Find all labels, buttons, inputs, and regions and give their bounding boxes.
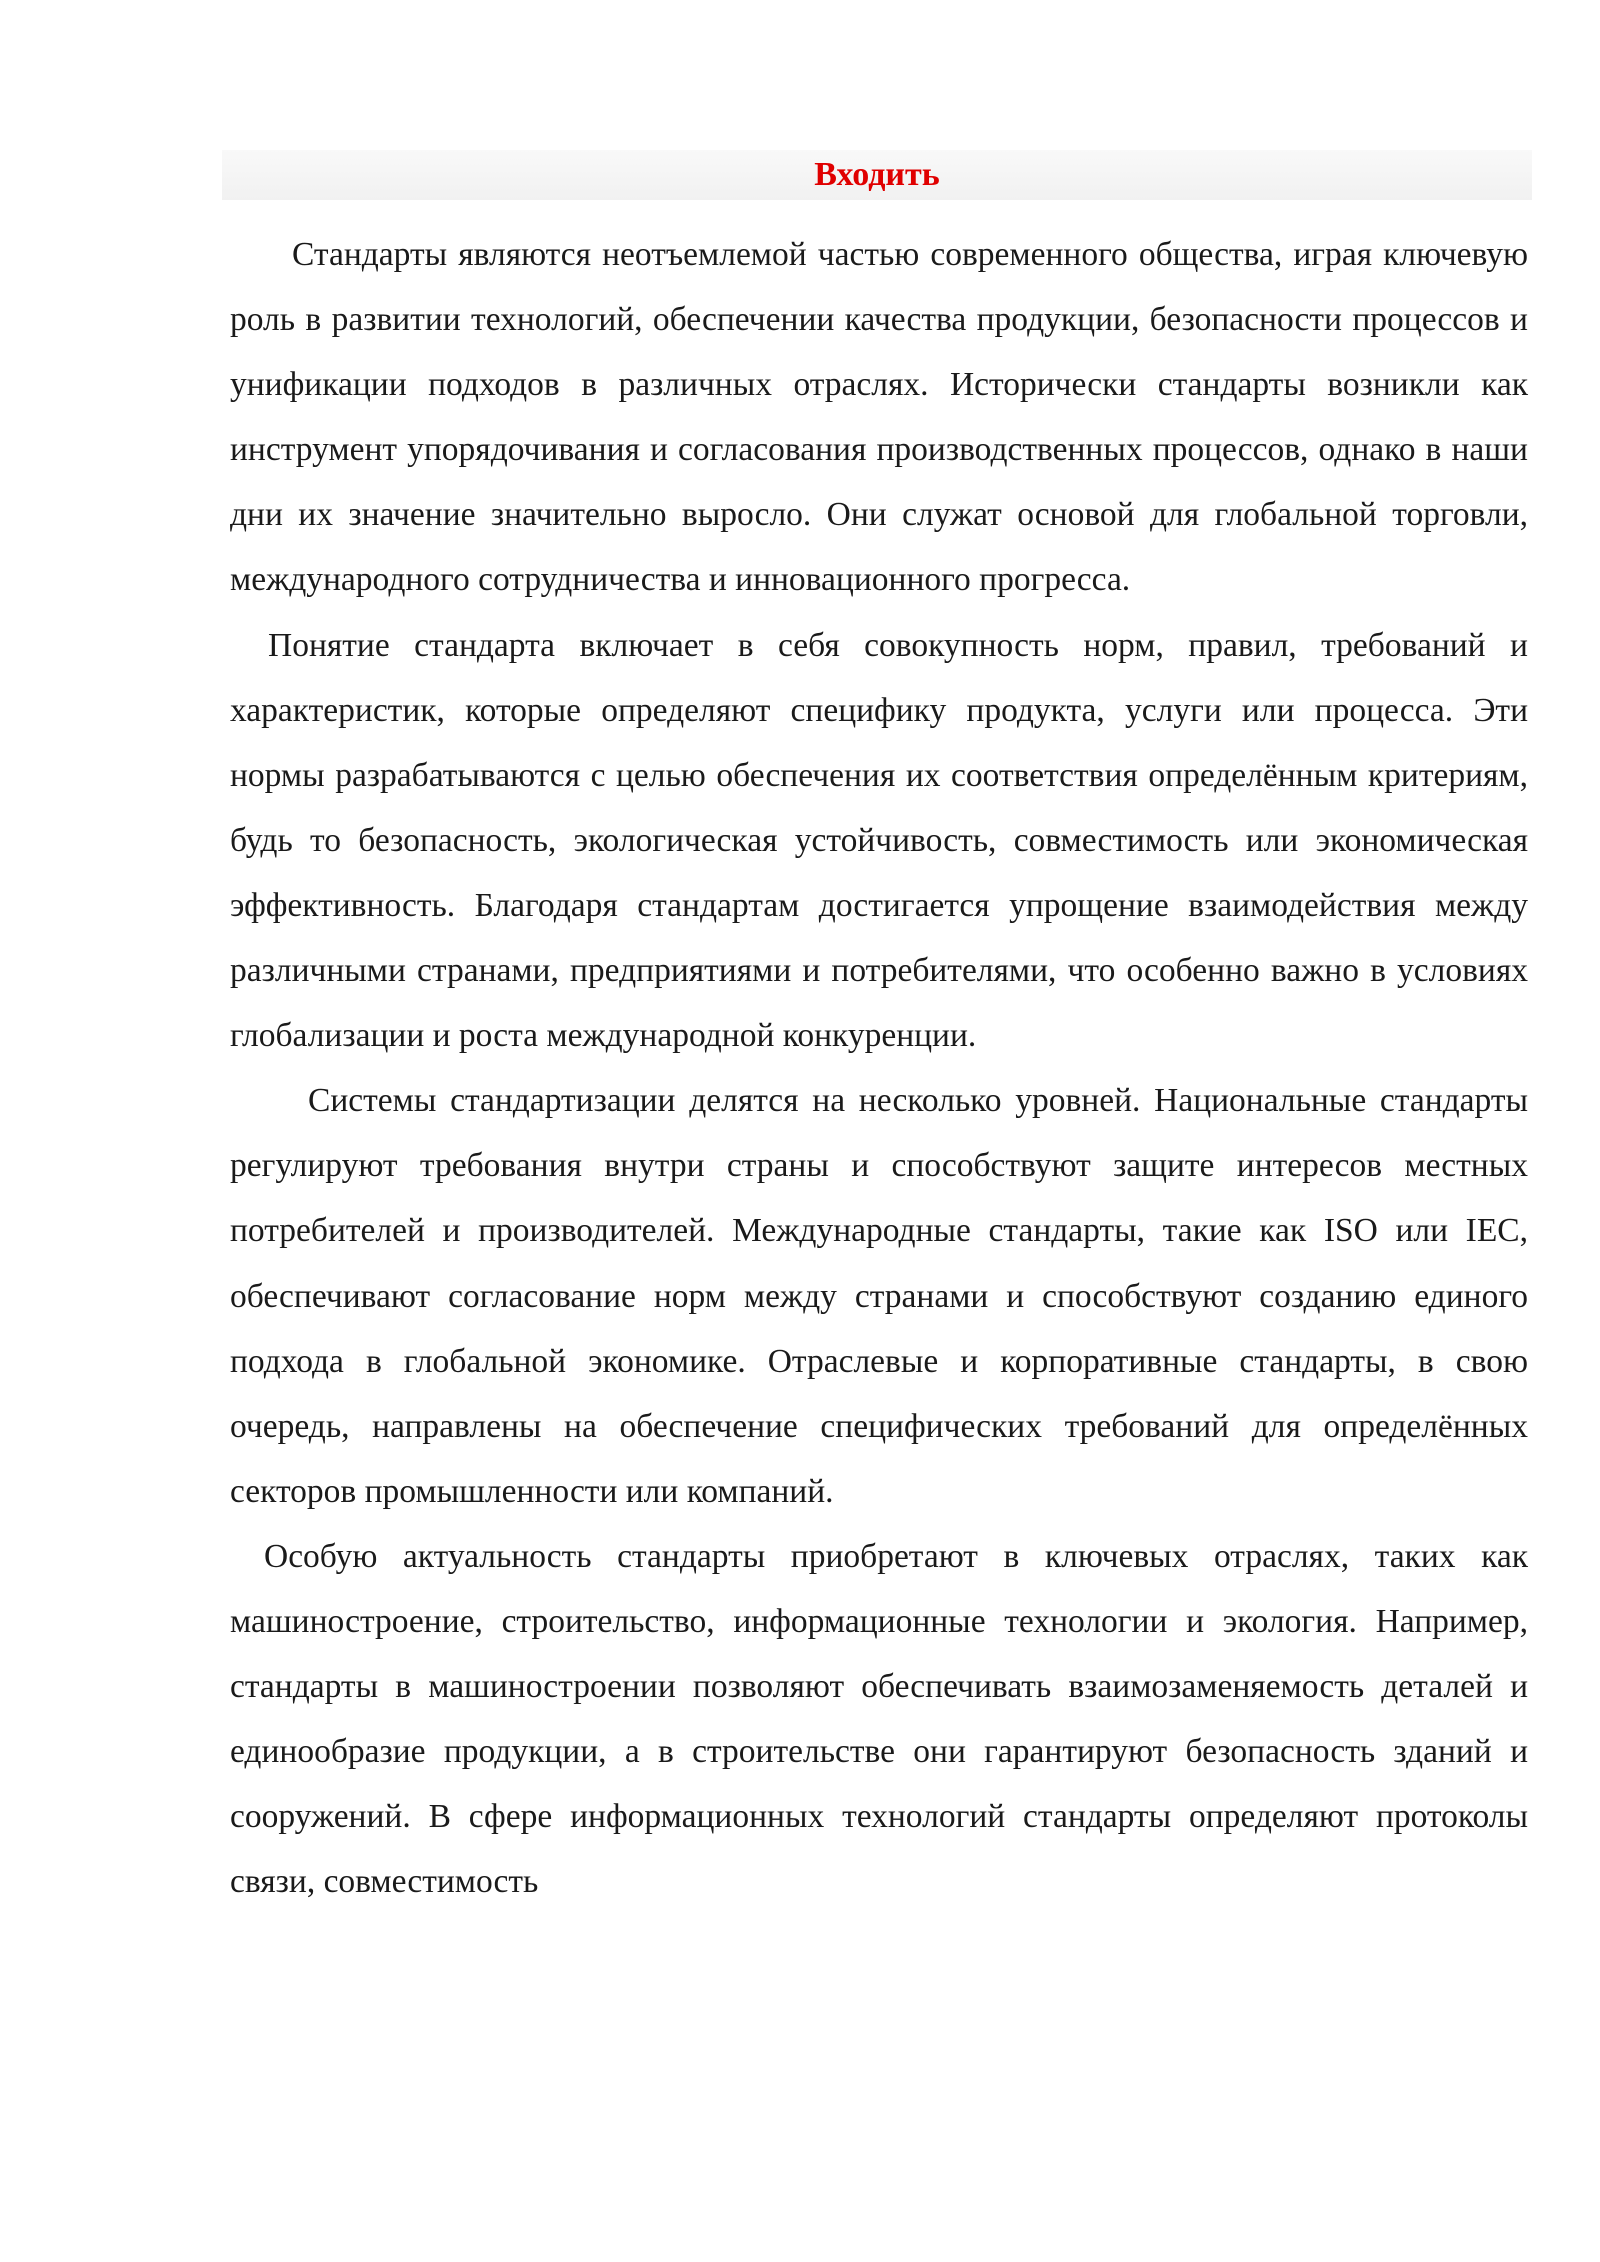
paragraph-1: Стандарты являются неотъемлемой частью современного общества, играя ключевую роль в развитии технологий, обеспечении качества продукции, безопасности процессов и унификации подходов в различных отраслях. Исторически стандарты возникли как инструмент упорядочивания и согласования производственных процессов, однако в наши дни их значение значительно выросло. Они служат основой для глобальной торговли, международного сотрудничества и инновационного прогресса. bbox=[230, 236, 1528, 599]
paragraph-2: Понятие стандарта включает в себя совокупность норм, правил, требований и характеристик, которые определяют специфику продукта, услуги или процесса. Эти нормы разрабатываются с целью обеспечения их соответствия определённым критериям, будь то безопасность, экологическая устойчивость, совместимость или экономическая эффективность. Благодаря стандартам достигается упрощение взаимодействия между различными странами, предприятиями и потребителями, что особенно важно в условиях глобализации и роста международной конкуренции. bbox=[230, 626, 1528, 1055]
document-heading: Входить bbox=[814, 156, 940, 193]
paragraph-4: Особую актуальность стандарты приобретают в ключевых отраслях, таких как машиностроение, строительство, информационные технологии и экология. Например, стандарты в машиностроении позволяют обеспечивать взаимозаменяемость деталей и единообразие продукции, а в строительстве они гарантируют безопасность зданий и сооружений. В сфере информационных технологий стандарты определяют протоколы связи, совместимость bbox=[230, 1537, 1528, 1901]
document-body bbox=[230, 222, 1528, 1914]
paragraph-3: Системы стандартизации делятся на несколько уровней. Национальные стандарты регулируют требования внутри страны и способствуют защите интересов местных потребителей и производителей. Международные стандарты, такие как ISO или IEC, обеспечивают согласование норм между странами и способствуют созданию единого подхода в глобальной экономике. Отраслевые и корпоративные стандарты, в свою очередь, направлены на обеспечение специфических требований для определённых секторов промышленности или компаний. bbox=[230, 1082, 1528, 1510]
